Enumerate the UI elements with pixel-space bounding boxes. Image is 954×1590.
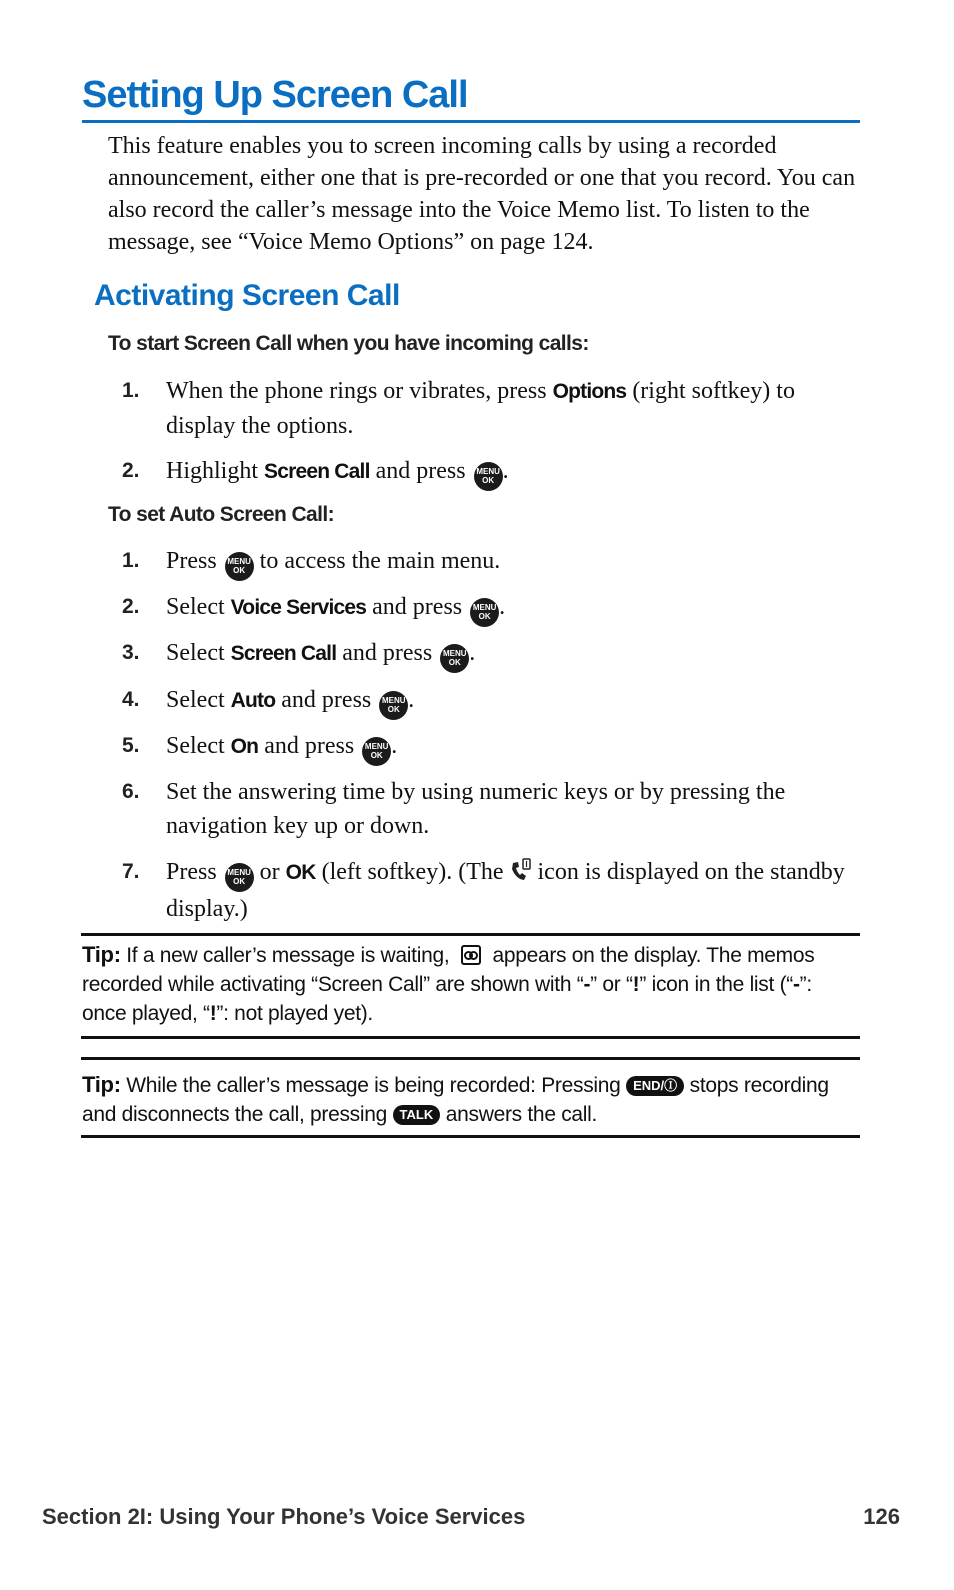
section-heading: Activating Screen Call — [94, 279, 400, 312]
start-lead: To start Screen Call when you have incoming calls: — [108, 332, 589, 355]
auto-step-2 — [108, 590, 868, 627]
auto-step-6 — [108, 775, 868, 843]
step-text: (right softkey) to display the options. — [166, 378, 795, 439]
step-text: When the phone rings or vibrates, press — [166, 378, 553, 404]
step-text: and press — [336, 640, 439, 666]
step-text: . — [502, 458, 509, 484]
step-text: Highlight — [166, 458, 265, 484]
step-number: 3. — [122, 641, 140, 664]
screen-call-phone-icon — [510, 857, 532, 883]
page-footer — [42, 1504, 900, 1530]
start-step-1 — [108, 374, 868, 443]
step-text: Select — [166, 594, 231, 620]
tip-divider — [81, 1057, 860, 1060]
auto-step-3 — [108, 636, 868, 673]
unplayed-bang-symbol: ! — [632, 973, 640, 996]
tip-text: ”: once played, “ — [82, 973, 812, 1025]
page-title: Setting Up Screen Call — [82, 72, 860, 123]
step-text: Press — [166, 548, 223, 574]
menu-item-screen-call: Screen Call — [230, 642, 337, 665]
auto-step-1 — [108, 544, 868, 581]
tip-divider-bottom — [81, 1135, 860, 1138]
tip-text: appears on the display. The memos recorded while activating “Screen Call” are shown with “ — [82, 944, 815, 996]
menu-item-auto: Auto — [230, 689, 276, 712]
step-number: 2. — [122, 595, 140, 618]
step-text: to access the main menu. — [253, 548, 501, 574]
tip-divider — [81, 1036, 860, 1039]
tip-label: Tip: — [82, 1072, 121, 1097]
start-step-2 — [108, 454, 868, 491]
menu-item-on: On — [230, 735, 259, 758]
tip-recording — [82, 1070, 858, 1129]
tip-text: answers the call. — [440, 1103, 598, 1126]
tip-text: ” icon in the list (“ — [639, 973, 793, 996]
menu-item-voice-services: Voice Services — [230, 596, 367, 619]
step-text: Set the answering time by using numeric keys or by pressing the navigation key up or down. — [166, 779, 786, 839]
step-text: and press — [258, 733, 361, 759]
voice-memo-icon — [461, 945, 481, 965]
tip-divider-top — [81, 933, 860, 936]
tip-text: While the caller’s message is being recorded: Pressing — [120, 1074, 627, 1097]
step-text: (left softkey). (The — [315, 859, 510, 885]
step-text: icon is displayed on the standby display.) — [166, 859, 845, 922]
menu-ok-key-icon: MENU OK — [225, 863, 254, 892]
played-dash-symbol: - — [792, 973, 800, 996]
tip-text: ”: not played yet). — [216, 1002, 373, 1025]
tip-text: ” or “ — [590, 973, 633, 996]
menu-ok-key-icon: MENU OK — [440, 644, 469, 673]
step-number: 6. — [122, 780, 140, 803]
played-dash-symbol: - — [583, 973, 591, 996]
step-number: 1. — [122, 549, 140, 572]
step-text: Select — [166, 640, 231, 666]
step-text: and press — [275, 687, 378, 713]
tip-text: stops recording and disconnects the call, pressing — [82, 1074, 829, 1126]
step-text: Select — [166, 733, 231, 759]
tip-text: If a new caller’s message is waiting, — [120, 944, 455, 967]
footer-section-title: Section 2I: Using Your Phone’s Voice Services — [42, 1504, 526, 1529]
step-number: 7. — [122, 860, 140, 883]
menu-ok-key-icon: MENU OK — [362, 737, 391, 766]
auto-step-5 — [108, 729, 868, 766]
step-text: . — [391, 733, 398, 759]
talk-key-icon: TALK — [393, 1105, 441, 1125]
step-text: or — [253, 859, 286, 885]
tip-new-message — [82, 940, 858, 1028]
step-number: 1. — [122, 379, 140, 402]
intro-paragraph: This feature enables you to screen incoming calls by using a recorded announcement, either one that is pre-recorded or one that you record. You can also record the caller’s message into the Voice Memo list. To listen to the message, see “Voice Memo Options” on page 124. — [108, 133, 856, 255]
step-text: and press — [366, 594, 469, 620]
menu-ok-key-icon: MENU OK — [379, 691, 408, 720]
auto-step-7 — [108, 855, 868, 926]
softkey-options: Options — [552, 380, 627, 403]
menu-ok-key-icon: MENU OK — [470, 598, 499, 627]
menu-ok-key-icon: MENU OK — [474, 462, 503, 491]
menu-ok-key-icon: MENU OK — [225, 552, 254, 581]
auto-lead: To set Auto Screen Call: — [108, 503, 334, 526]
step-text: . — [469, 640, 476, 666]
step-text: . — [499, 594, 506, 620]
auto-step-4 — [108, 683, 868, 720]
step-text: . — [408, 687, 415, 713]
step-number: 2. — [122, 459, 140, 482]
tip-label: Tip: — [82, 942, 121, 967]
step-number: 5. — [122, 734, 140, 757]
softkey-ok: OK — [285, 861, 316, 884]
end-power-key-icon: END/Ⓘ — [626, 1076, 684, 1096]
step-number: 4. — [122, 688, 140, 711]
menu-item-screen-call: Screen Call — [264, 460, 370, 483]
page-number: 126 — [863, 1504, 900, 1529]
unplayed-bang-symbol: ! — [209, 1002, 217, 1025]
step-text: and press — [369, 458, 472, 484]
step-text: Press — [166, 859, 223, 885]
step-text: Select — [166, 687, 231, 713]
